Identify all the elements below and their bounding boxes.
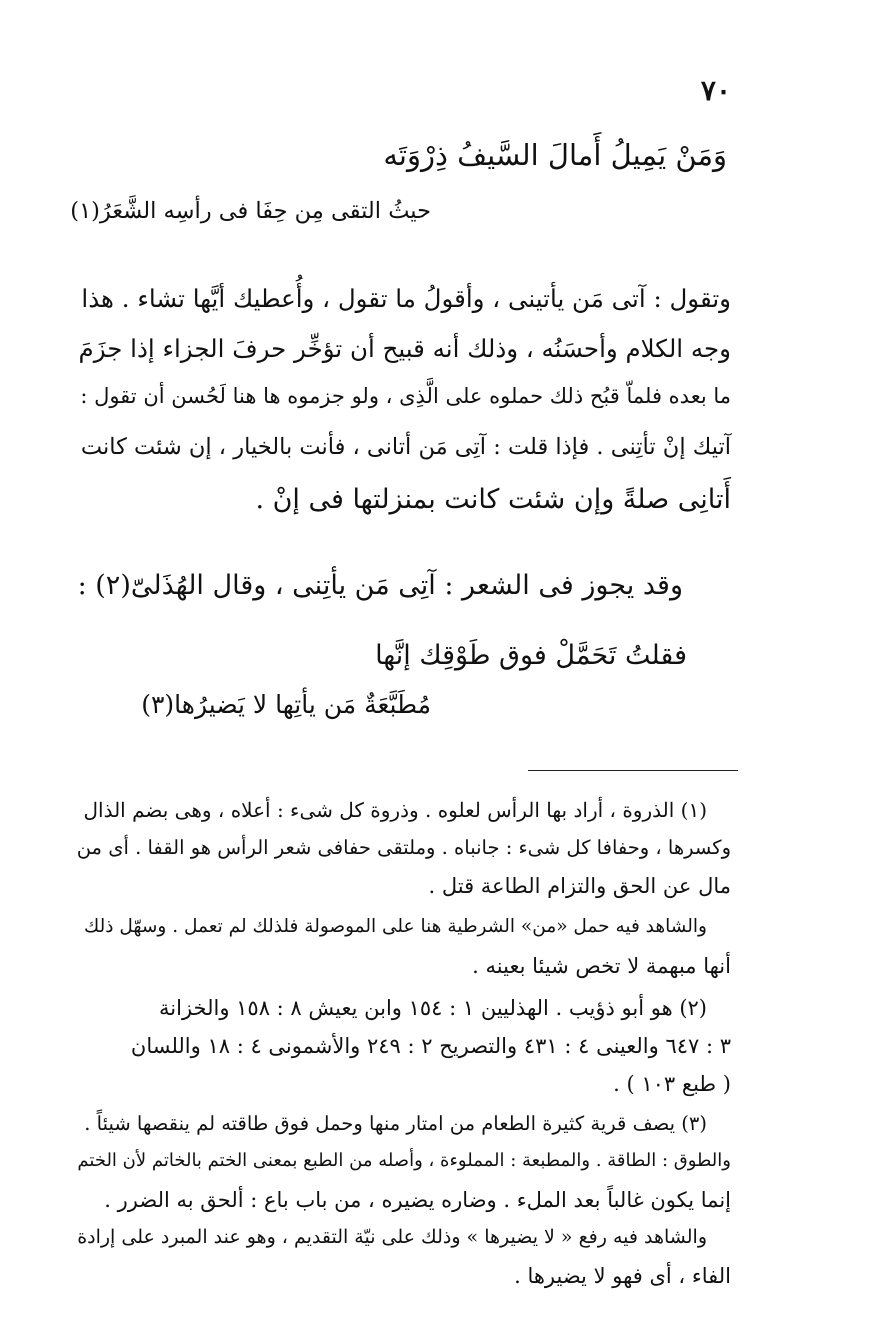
footnote-line: أنها مبهمة لا تخص شيئا بعينه . [472,954,731,978]
footnote-divider [528,770,738,771]
footnote-line: ٣ : ٦٤٧ والعينى ٤ : ٤٣١ والتصريح ٢ : ٢٤٩ والأشمونى ٤ : ١٨ واللسان [130,1034,731,1058]
body-line-1: وتقول : آتى مَن يأتينى ، وأقولُ ما تقول ، وأُعطيك أيَّها تشاء . هذا [81,284,731,313]
footnote-line: ( طبع ١٠٣ ) . [613,1072,731,1096]
footnote-line: والشاهد فيه رفع « لا يضيرها » وذلك على نيّة التقديم ، وهو عند المبرد على إرادة [77,1226,707,1248]
footnote-line: وكسرها ، وحفافا كل شىء : جانباه . وملتقى حفافى شعر الرأس هو القفا . أى من [76,836,731,859]
intro-line: وقد يجوز فى الشعر : آتِى مَن يأتِنى ، وقال الهُذَلىّ(٢) : [77,570,683,601]
footnote-line: الفاء ، أى فهو لا يضيرها . [514,1264,731,1288]
body-line-5: أَتانِى صلةً وإن شئت كانت بمنزلتها فى إنْ . [255,484,731,515]
verse2-line2: مُطَبَّعَةٌ مَن يأتِها لا يَضيرُها(٣) [141,690,431,719]
page-number: ٧٠ [700,74,731,107]
verse2-line1: فقلتُ تَحَمَّلْ فوق طَوْقِك إنَّها [375,640,687,671]
body-line-2: وجه الكلام وأحسَنُه ، وذلك أنه قبيح أن تؤخِّر حرفَ الجزاء إذا جزَمَ [78,334,731,363]
body-line-3: ما بعده فلماّ قبُح ذلك حملوه على الَّذِى ، ولو جزموه ها هنا لَحُسن أن تقول : [80,384,731,408]
verse1-line1: وَمَنْ يَمِيلُ أَمالَ السَّيفُ ذِرْوَتَه [383,138,727,172]
footnote-line: والشاهد فيه حمل «من» الشرطية هنا على الموصولة فلذلك لم تعمل . وسهّل ذلك [84,916,707,937]
footnote-line: (٣) يصف قرية كثيرة الطعام من امتار منها وحمل فوق طاقته لم ينقصها شيئاً . [84,1112,707,1135]
verse1-line2: حيثُ التقى مِن حِفَا فى رأسِه الشَّعَرُ(١) [70,198,431,224]
footnote-line: مال عن الحق والتزام الطاعة قتل . [428,874,731,898]
footnote-line: (١) الذروة ، أراد بها الرأس لعلوه . وذروة كل شىء : أعلاه ، وهى بضم الذال [83,798,707,822]
footnote-line: (٢) هو أبو ذؤيب . الهذليين ١ : ١٥٤ وابن يعيش ٨ : ١٥٨ والخزانة [159,996,707,1020]
footnote-line: والطوق : الطاقة . والمطبعة : المملوءة ، وأصله من الطبع بمعنى الختم بالخاتم لأن الختم [77,1150,731,1171]
body-line-4: آتيك إنْ تأتِنى . فإذا قلت : آتِى مَن أتانى ، فأنت بالخيار ، إن شئت كانت [80,434,731,460]
footnote-line: إنما يكون غالباً بعد الملء . وضاره يضيره ، من باب باع : ألحق به الضرر . [104,1188,731,1212]
